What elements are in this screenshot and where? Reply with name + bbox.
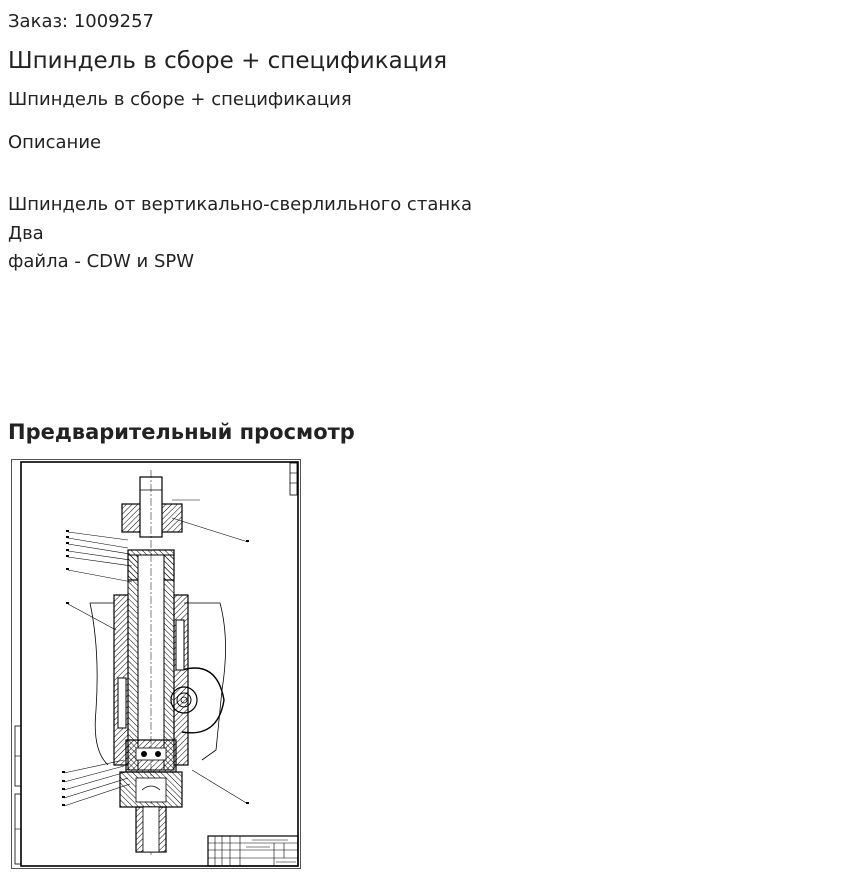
spindle-assembly-drawing	[12, 460, 300, 868]
description-line: Два	[8, 223, 44, 244]
order-number: Заказ: 1009257	[8, 11, 154, 32]
description-line: Шпиндель от вертикально-сверлильного станка	[8, 194, 473, 215]
page-title: Шпиндель в сборе + спецификация	[8, 48, 448, 74]
description-line: файла - CDW и SPW	[8, 251, 195, 272]
page-subtitle: Шпиндель в сборе + спецификация	[8, 89, 352, 110]
preview-heading: Предварительный просмотр	[8, 420, 355, 444]
drawing-preview-image[interactable]	[11, 459, 301, 869]
description-heading: Описание	[8, 132, 102, 153]
